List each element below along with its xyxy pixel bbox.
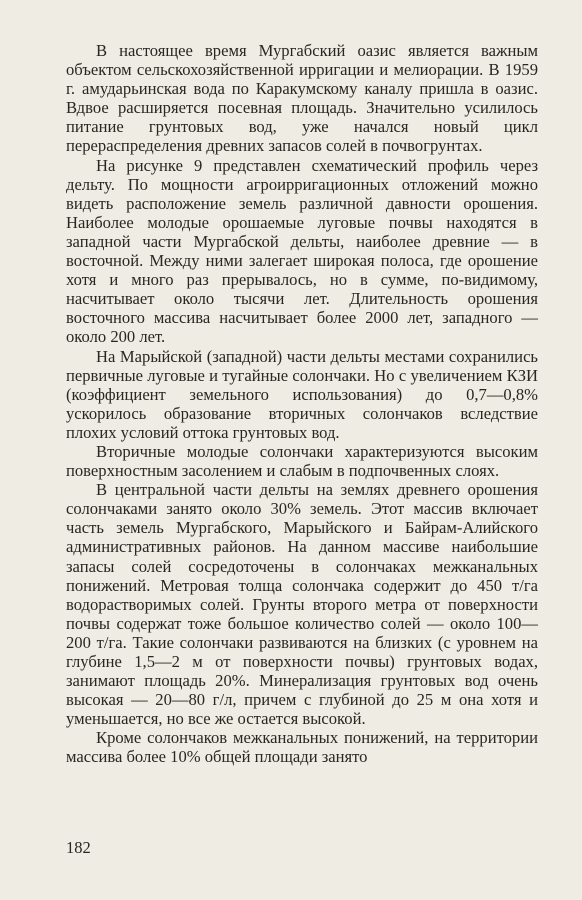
paragraph: Вторичные молодые солончаки характеризуются высоким поверхностным засолением и слабым в подпочвенных слоях. [66, 441, 538, 481]
paragraph: В настоящее время Мургабский оазис является важным объектом сельскохозяйственной ирригации и мелиорации. В 1959 г. амударьинская вода по Каракумскому каналу пришла в оазис. Вдвое расширяется посевная площадь. Значительно усилилось питание грунтовых вод, уже начался новый цикл перераспределения древних запасов солей в почвогрунтах. [66, 41, 538, 156]
body-text [66, 41, 538, 767]
paragraph: На Марыйской (западной) части дельты местами сохранились первичные луговые и тугайные солончаки. Но с увеличением КЗИ (коэффициент земельного использования) до 0,7—0,8% ускорилось образование вторичных солончаков вследствие плохих условий оттока грунтовых вод. [66, 346, 538, 442]
paragraph: На рисунке 9 представлен схематический профиль через дельту. По мощности агроирригационных отложений можно видеть расположение земель различной давности орошения. Наиболее молодые орошаемые луговые почвы находятся в западной части Мургабской дельты, наиболее древние — в восточной. Между ними залегает широкая полоса, где орошение хотя и много раз прерывалось, но в сумме, по-видимому, насчитывает около тысячи лет. Длительность орошения восточного массива насчитывает более 2000 лет, западного — около 200 лет. [66, 155, 538, 347]
paragraph: В центральной части дельты на землях древнего орошения солончаками занято около 30% земель. Этот массив включает часть земель Мургабского, Марыйского и Байрам-Алийского административных районов. На данном массиве наибольшие запасы солей сосредоточены в солончаках межканальных понижений. Метровая толща солончака содержит до 450 т/га водорастворимых солей. Грунты второго метра от поверхности почвы содержат тоже большое количество солей — около 100—200 т/га. Такие солончаки развиваются на близких (с уровнем на глубине 1,5—2 м от поверхности почвы) грунтовых водах, занимают площадь 20%. Минерализация грунтовых вод очень высокая — 20—80 г/л, причем с глубиной до 25 м она хотя и уменьшается, но все же остается высокой. [66, 480, 538, 729]
page-number: 182 [66, 838, 91, 857]
paragraph: Кроме солончаков межканальных понижений, на территории массива более 10% общей площади занято [66, 728, 538, 767]
